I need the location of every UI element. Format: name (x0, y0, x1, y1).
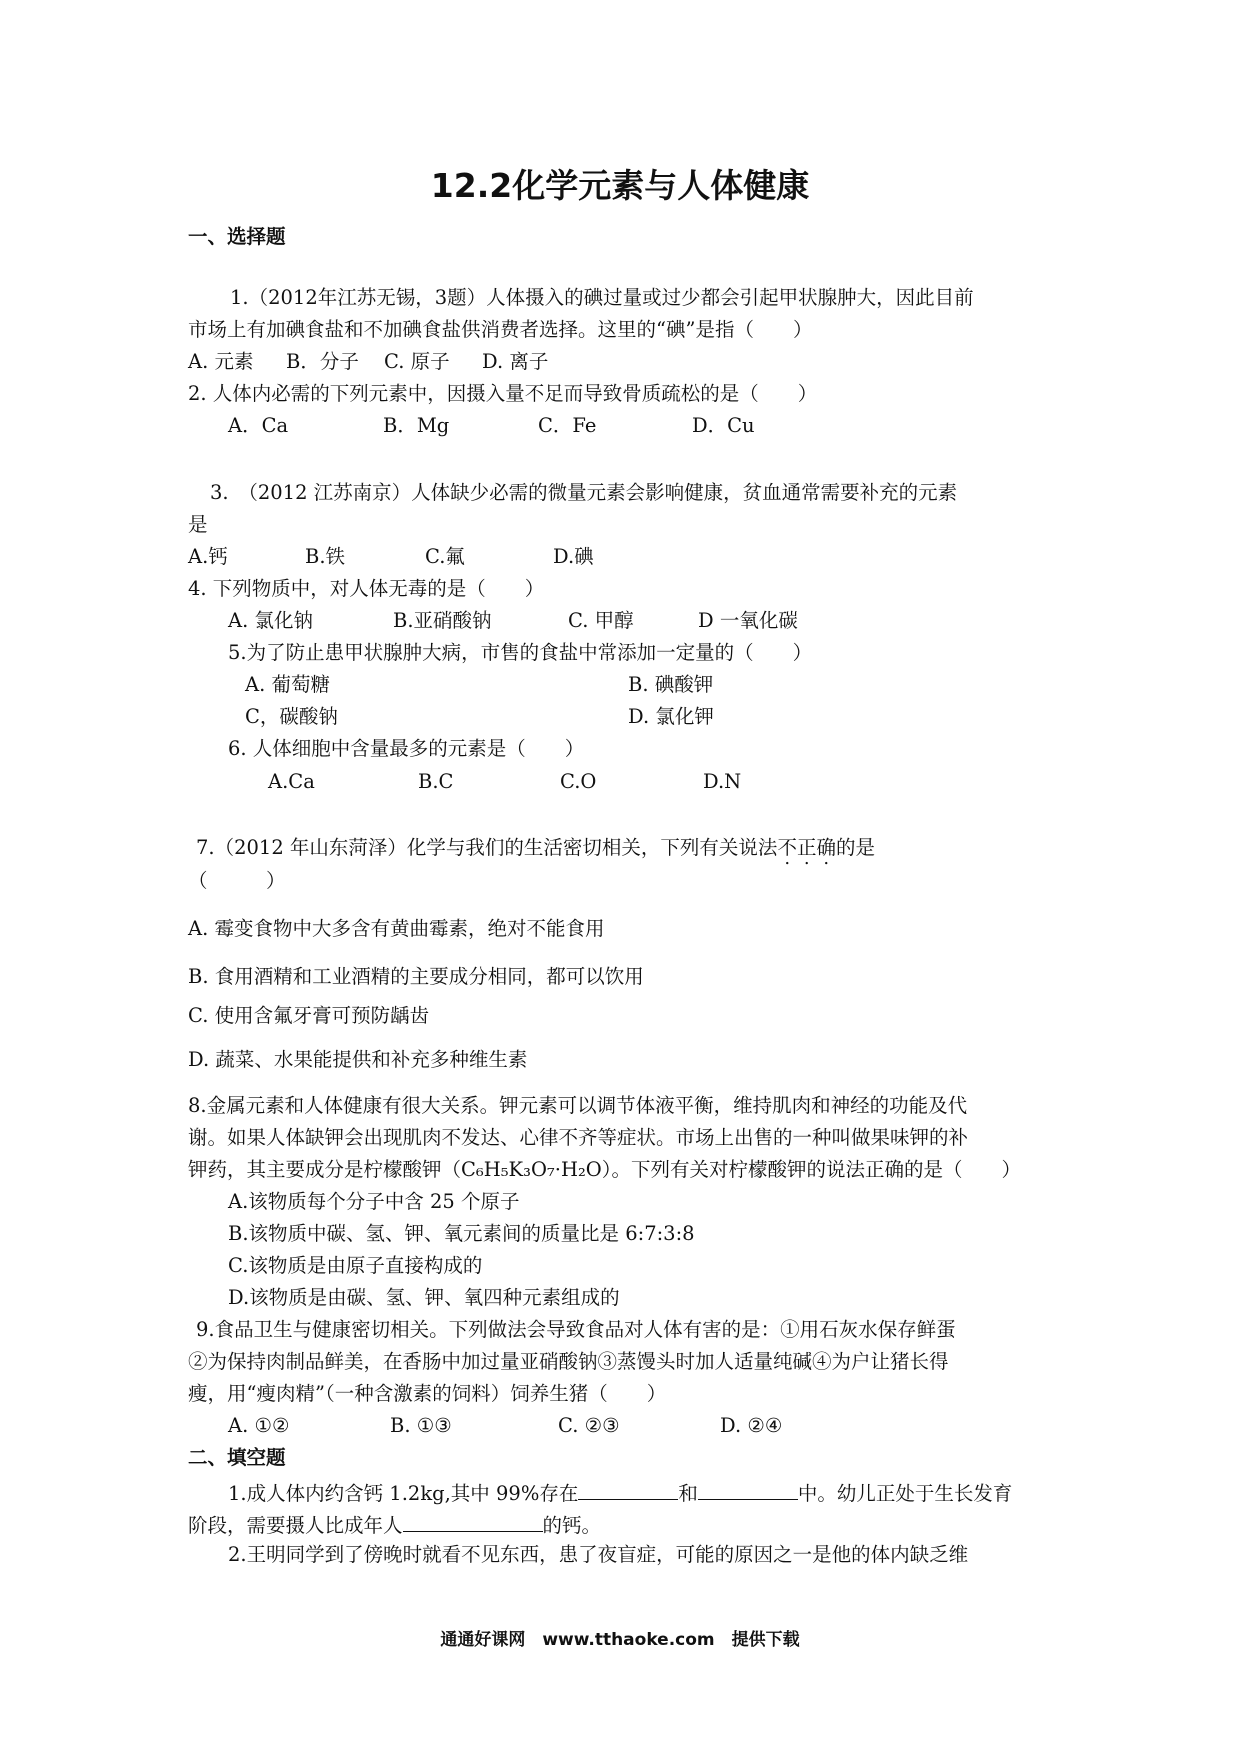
q6-option-d: D.N (703, 770, 742, 793)
q1-line2: 市场上有加碘食盐和不加碘食盐供消费者选择。这里的“碘”是指（ ） (188, 318, 813, 341)
q8-line3: 钾药，其主要成分是柠檬酸钾（C₆H₅K₃O₇·H₂O）。下列有关对柠檬酸钾的说法正确的是（ ） (188, 1158, 1022, 1181)
q9-line3: 瘦，用“瘦肉精”（一种含激素的饲料）饲养生猪（ ） (188, 1382, 667, 1405)
f1-blank-3[interactable] (403, 1511, 543, 1532)
q3-option-d: D.碘 (553, 545, 594, 568)
q7-line1 (196, 836, 875, 860)
q1-option-c: C. 原子 (384, 350, 450, 373)
q6-option-b: B.C (418, 770, 454, 793)
q4-line1: 4. 下列物质中，对人体无毒的是（ ） (188, 577, 545, 600)
q3-option-a: A.钙 (188, 545, 228, 568)
q7-emphasis-2: 正 (796, 836, 817, 859)
q5-option-a: A. 葡萄糖 (245, 673, 330, 696)
f1-line1 (228, 1479, 1012, 1506)
q4-option-a: A. 氯化钠 (228, 609, 313, 632)
f2-line1: 2.王明同学到了傍晚时就看不见东西，患了夜盲症，可能的原因之一是他的体内缺乏维 (228, 1543, 969, 1566)
q2-option-c: C．Fe (538, 414, 597, 437)
q9-line1: 9.食品卫生与健康密切相关。下列做法会导致食品对人体有害的是：①用石灰水保存鲜蛋 (196, 1318, 956, 1341)
f1-line2 (188, 1511, 601, 1538)
q6-line1: 6. 人体细胞中含量最多的元素是（ ） (228, 737, 585, 760)
q9-option-a: A. ①② (228, 1414, 290, 1437)
q1-option-b: B．分子 (286, 350, 359, 373)
f1-text-e: 的钙。 (542, 1514, 602, 1537)
q4-option-b: B.亚硝酸钠 (393, 609, 492, 632)
q4-option-d: D 一氧化碳 (698, 609, 798, 632)
q2-option-b: B．Mg (383, 414, 450, 437)
q8-option-c: C.该物质是由原子直接构成的 (228, 1254, 483, 1277)
q5-option-d: D. 氯化钾 (628, 705, 714, 728)
q3-option-c: C.氟 (425, 545, 465, 568)
footer-credit: 通通好课网 www.tthaoke.com 提供下载 (440, 1630, 800, 1650)
section-heading-fill: 二、填空题 (188, 1446, 286, 1469)
q7-emphasis-3: 确 (816, 836, 836, 859)
q7-line2: （ ） (188, 869, 286, 892)
q7-option-b: B. 食用酒精和工业酒精的主要成分相同，都可以饮用 (188, 965, 644, 988)
q9-option-b: B. ①③ (390, 1414, 452, 1437)
page-title: 12.2化学元素与人体健康 (430, 166, 810, 205)
q6-option-c: C.O (560, 770, 597, 793)
q8-line2: 谢。如果人体缺钾会出现肌肉不发达、心律不齐等症状。市场上出售的一种叫做果味钾的补 (188, 1126, 969, 1149)
q5-option-b: B. 碘酸钾 (628, 673, 714, 696)
q8-line1: 8.金属元素和人体健康有很大关系。钾元素可以调节体液平衡，维持肌肉和神经的功能及代 (188, 1094, 968, 1117)
q2-option-a: A．Ca (228, 414, 289, 437)
q9-line2: ②为保持肉制品鲜美，在香肠中加过量亚硝酸钠③蒸馒头时加人适量纯碱④为户让猪长得 (188, 1350, 949, 1373)
f1-text-c: 中。幼儿正处于生长发育 (797, 1482, 1013, 1505)
q7-option-c: C. 使用含氟牙膏可预防龋齿 (188, 1004, 430, 1027)
f1-text-a: 1.成人体内约含钙 1.2kg,其中 99%存在 (228, 1482, 579, 1505)
q7-option-d: D. 蔬菜、水果能提供和补充多种维生素 (188, 1048, 528, 1071)
q5-option-c: C，碳酸钠 (245, 705, 338, 728)
f1-text-b: 和 (678, 1482, 698, 1505)
q8-option-d: D.该物质是由碳、氢、钾、氧四种元素组成的 (228, 1286, 620, 1309)
q5-line1: 5.为了防止患甲状腺肿大病，市售的食盐中常添加一定量的（ ） (228, 641, 813, 664)
q7-emphasis-1: 不 (777, 836, 797, 859)
q1-option-d: D. 离子 (482, 350, 549, 373)
q2-line1: 2. 人体内必需的下列元素中，因摄入量不足而导致骨质疏松的是（ ） (188, 382, 818, 405)
q2-option-d: D．Cu (692, 414, 755, 437)
q8-option-a: A.该物质每个分子中含 25 个原子 (228, 1190, 520, 1213)
q3-line2: 是 (188, 513, 208, 536)
q6-option-a: A.Ca (268, 770, 315, 793)
f1-text-d: 阶段，需要摄人比成年人 (188, 1514, 403, 1537)
q7-line1-post: 的是 (835, 836, 875, 859)
q1-option-a: A. 元素 (188, 350, 254, 373)
section-heading-choice: 一、选择题 (188, 225, 286, 248)
q3-option-b: B.铁 (305, 545, 346, 568)
q8-option-b: B.该物质中碳、氢、钾、氧元素间的质量比是 6:7:3:8 (228, 1222, 695, 1245)
q4-option-c: C. 甲醇 (568, 609, 634, 632)
q9-option-d: D. ②④ (720, 1414, 783, 1437)
f1-blank-1[interactable] (578, 1479, 678, 1500)
q1-line1: 1.（2012年江苏无锡，3题）人体摄入的碘过量或过少都会引起甲状腺肿大，因此目前 (230, 286, 974, 309)
q3-line1: 3. （2012 江苏南京）人体缺少必需的微量元素会影响健康，贫血通常需要补充的元素 (210, 481, 958, 504)
f1-blank-2[interactable] (698, 1479, 798, 1500)
q9-option-c: C. ②③ (558, 1414, 620, 1437)
q7-option-a: A. 霉变食物中大多含有黄曲霉素，绝对不能食用 (188, 917, 605, 940)
q7-line1-pre: 7.（2012 年山东菏泽）化学与我们的生活密切相关，下列有关说法 (196, 836, 778, 859)
